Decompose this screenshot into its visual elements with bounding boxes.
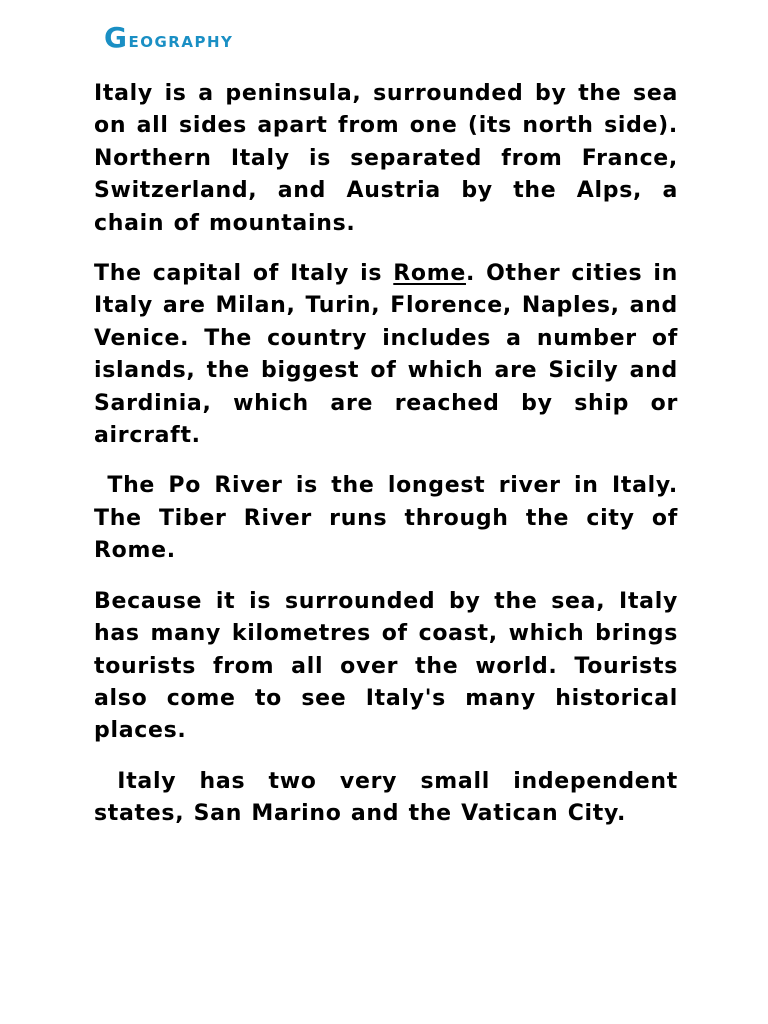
document-page <box>94 18 678 831</box>
paragraph-capital <box>94 258 678 452</box>
heading-initial: G <box>104 21 129 54</box>
section-heading <box>104 18 678 58</box>
capital-text-before: The capital of Italy is <box>94 261 394 287</box>
paragraph-peninsula: Italy is a peninsula, surrounded by the sea on all sides apart from one (its north side). Northern Italy is separated from France, Switzerland, and Austria by the Alps, a chain of mountains. <box>94 81 678 236</box>
heading-rest: eography <box>128 28 234 52</box>
paragraph-coast: Because it is surrounded by the sea, Italy has many kilometres of coast, which brings tourists from all over the world. Tourists also come to see Italy's many historical places. <box>94 588 678 744</box>
paragraph-rivers: The Po River is the longest river in Italy. The Tiber River runs through the city of Rome. <box>94 473 678 564</box>
rome-link[interactable]: Rome <box>393 261 466 287</box>
paragraph-states: Italy has two very small independent states, San Marino and the Vatican City. <box>94 768 678 827</box>
capital-text-after: . Other cities in Italy are Milan, Turin, Florence, Naples, and Venice. The country includes a number of islands, the biggest of which are Sicily and Sardinia, which are reached by ship or aircraft. <box>94 261 678 449</box>
